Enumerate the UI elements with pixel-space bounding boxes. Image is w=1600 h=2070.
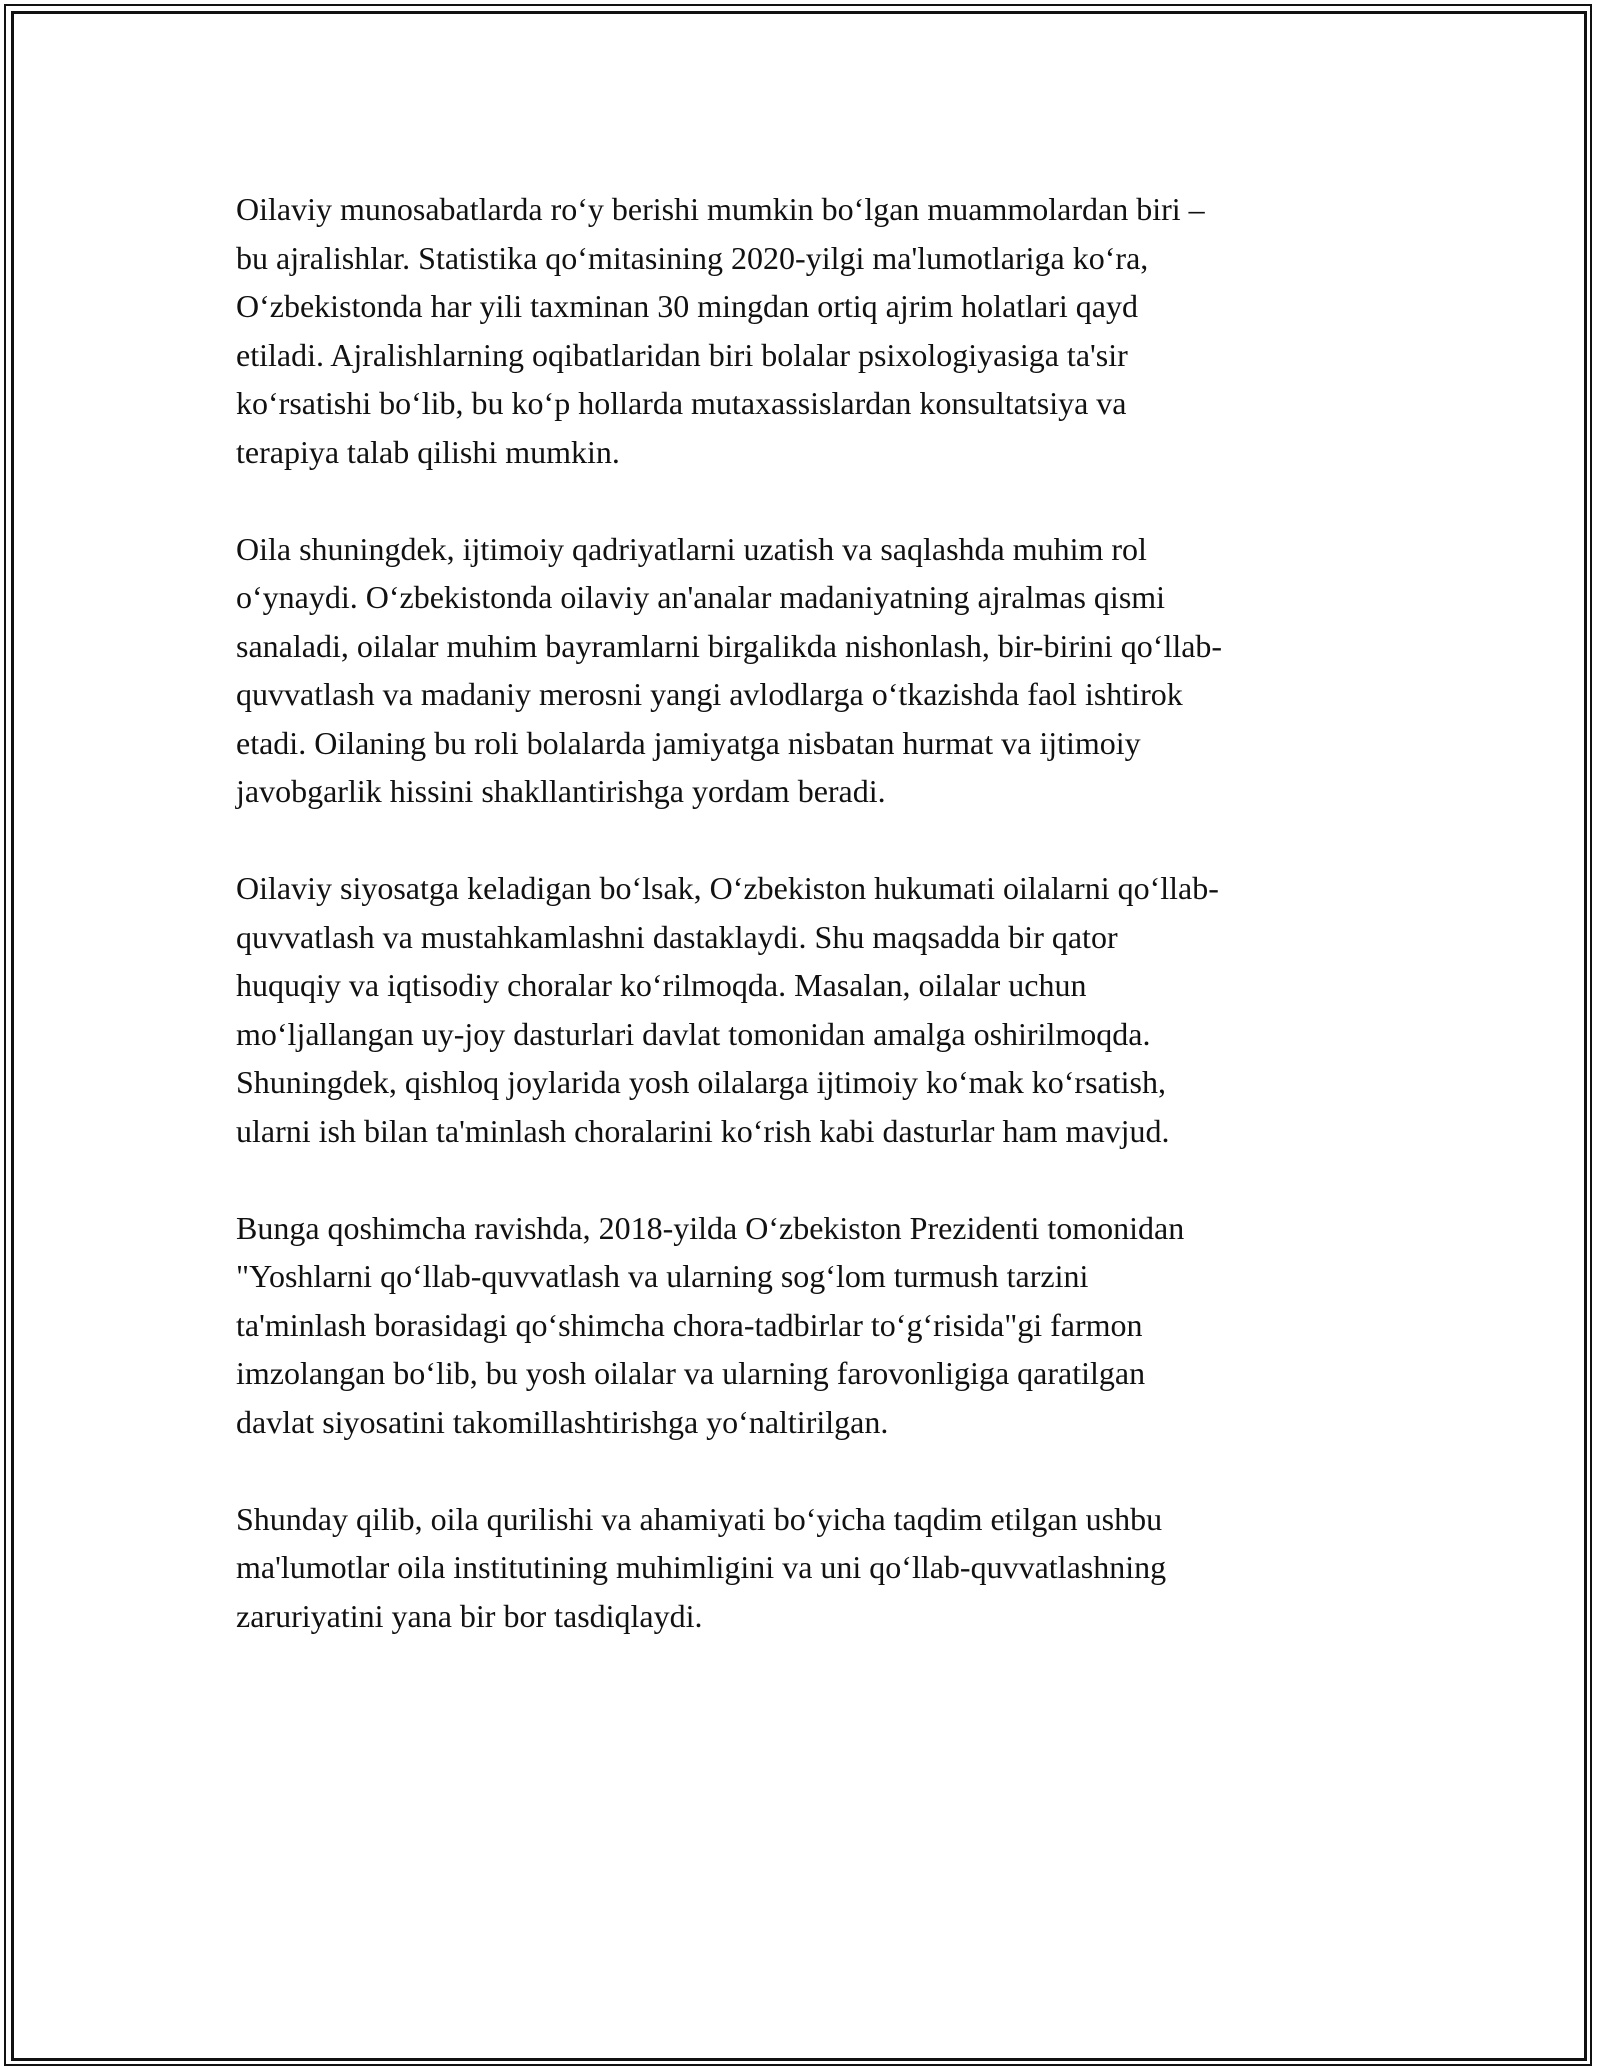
text-line: Shunday qilib, oila qurilishi va ahamiyati bo‘yicha taqdim etilgan ushbu	[236, 1500, 1163, 1537]
text-line: Oilaviy munosabatlarda ro‘y berishi mumkin bo‘lgan muammolardan biri –	[236, 191, 1205, 227]
text-line: zaruriyatini yana bir bor tasdiqlaydi.	[236, 1597, 703, 1634]
text-line: mo‘ljallangan uy-joy dasturlari davlat tomonidan amalga oshirilmoqda.	[236, 1015, 1151, 1052]
text-line: Bunga qoshimcha ravishda, 2018-yilda O‘zbekiston Prezidenti tomonidan	[236, 1209, 1185, 1246]
text-line: huquqiy va iqtisodiy choralar ko‘rilmoqda. Masalan, oilalar uchun	[236, 967, 1087, 1003]
text-line: sanaladi, oilalar muhim bayramlarni birgalikda nishonlash, bir-birini qo‘llab-	[236, 627, 1223, 664]
text-line: "Yoshlarni qo‘llab-quvvatlash va ularning sog‘lom turmush tarzini	[236, 1258, 1089, 1294]
paragraph-social-values	[236, 525, 1366, 816]
text-line: o‘ynaydi. O‘zbekistonda oilaviy an'analar madaniyatning ajralmas qismi	[236, 579, 1166, 615]
text-line: quvvatlash va mustahkamlashni dastaklaydi. Shu maqsadda bir qator	[236, 918, 1118, 955]
text-line: bu ajralishlar. Statistika qo‘mitasining 2020-yilgi ma'lumotlariga ko‘ra,	[236, 239, 1149, 276]
text-line: quvvatlash va madaniy merosni yangi avlodlarga o‘tkazishda faol ishtirok	[236, 676, 1183, 712]
paragraph-presidential-decree	[236, 1204, 1366, 1447]
text-line: javobgarlik hissini shakllantirishga yordam beradi.	[236, 773, 886, 809]
document-body	[236, 185, 1366, 1640]
text-line: davlat siyosatini takomillashtirishga yo‘naltirilgan.	[236, 1403, 889, 1440]
text-line: ko‘rsatishi bo‘lib, bu ko‘p hollarda mutaxassislardan konsultatsiya va	[236, 385, 1127, 421]
text-line: ta'minlash borasidagi qo‘shimcha chora-tadbirlar to‘g‘risida"gi farmon	[236, 1306, 1143, 1343]
text-line: ularni ish bilan ta'minlash choralarini ko‘rish kabi dasturlar ham mavjud.	[236, 1112, 1170, 1149]
text-line: etadi. Oilaning bu roli bolalarda jamiyatga nisbatan hurmat va ijtimoiy	[236, 724, 1141, 761]
text-line: Shuningdek, qishloq joylarida yosh oilalarga ijtimoiy ko‘mak ko‘rsatish,	[236, 1064, 1166, 1100]
text-line: O‘zbekistonda har yili taxminan 30 mingdan ortiq ajrim holatlari qayd	[236, 288, 1138, 324]
text-line: Oila shuningdek, ijtimoiy qadriyatlarni uzatish va saqlashda muhim rol	[236, 530, 1147, 567]
paragraph-family-policy	[236, 864, 1366, 1155]
text-line: terapiya talab qilishi mumkin.	[236, 433, 620, 470]
text-line: etiladi. Ajralishlarning oqibatlaridan biri bolalar psixologiyasiga ta'sir	[236, 336, 1128, 373]
paragraph-divorce-statistics	[236, 185, 1366, 476]
text-line: Oilaviy siyosatga keladigan bo‘lsak, O‘zbekiston hukumati oilalarni qo‘llab-	[236, 870, 1219, 906]
text-line: ma'lumotlar oila institutining muhimligini va uni qo‘llab-quvvatlashning	[236, 1549, 1167, 1585]
paragraph-conclusion	[236, 1495, 1366, 1641]
text-line: imzolangan bo‘lib, bu yosh oilalar va ularning farovonligiga qaratilgan	[236, 1355, 1146, 1391]
